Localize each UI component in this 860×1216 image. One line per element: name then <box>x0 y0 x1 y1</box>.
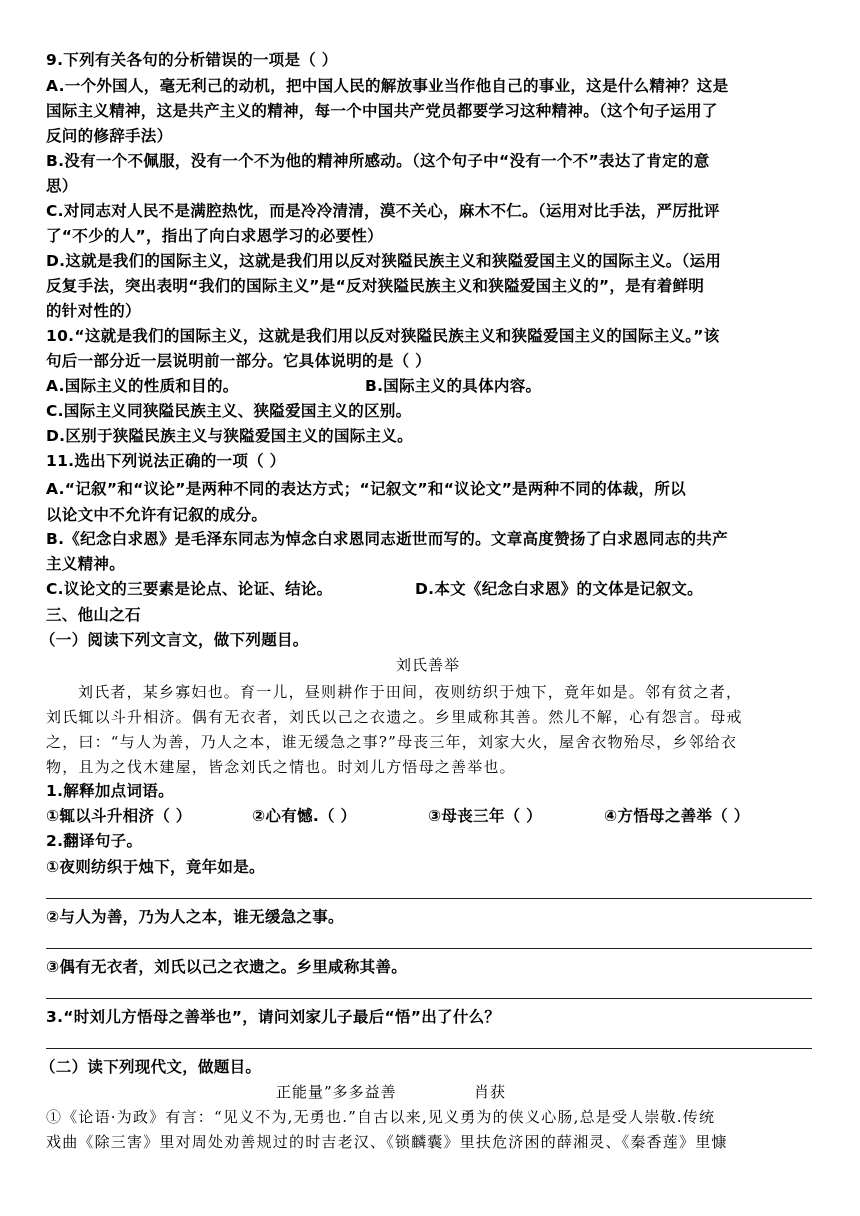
section3-heading: 三、他山之石 <box>46 606 141 624</box>
q9-option-a-line2: 国际主义精神，这是共产主义的精神，每一个中国共产党员都要学习这种精神。（这个句子运用了 <box>46 102 718 120</box>
answer-line <box>46 898 812 899</box>
q9-option-a-line3: 反问的修辞手法） <box>46 127 173 145</box>
s3-q2-sentence-3: ③偶有无衣者，刘氏以己之衣遗之。乡里咸称其善。 <box>46 958 408 976</box>
q11-stem: 11.选出下列说法正确的一项（ ） <box>46 452 286 470</box>
section3-part1-heading: （一）阅读下列文言文，做下列题目。 <box>40 631 309 649</box>
classical-text-line3: 之，曰：“与人为善，乃人之本，谁无缓急之事?”母丧三年，刘家大火，屋舍衣物殆尽，乡邻给衣 <box>46 733 738 751</box>
modern-text-title: 正能量”多多益善 <box>276 1083 397 1101</box>
s3-q1-item: ①辄以斗升相济（ ） <box>46 807 192 825</box>
q10-option-c: C.国际主义同狭隘民族主义、狭隘爱国主义的区别。 <box>46 402 412 420</box>
q9-option-c-line1: C.对同志对人民不是满腔热忱，而是冷冷清清，漠不关心，麻木不仁。（运用对比手法，严厉批评 <box>46 202 720 220</box>
q9-option-c-line2: 了“不少的人”，指出了向白求恩学习的必要性） <box>46 227 383 245</box>
q9-option-d-line1: D.这就是我们的国际主义，这就是我们用以反对狭隘民族主义和狭隘爱国主义的国际主义。（运用 <box>46 252 722 270</box>
section3-part2-heading: （二）读下列现代文，做题目。 <box>40 1058 262 1076</box>
s3-q2-sentence-2: ②与人为善，乃为人之本，谁无缓急之事。 <box>46 908 344 926</box>
q11-option-d: D.本文《纪念白求恩》的文体是记叙文。 <box>415 580 703 598</box>
q10-option-b: B.国际主义的具体内容。 <box>365 377 542 395</box>
classical-text-line4: 物，且为之伐木建屋，皆念刘氏之情也。时刘儿方悟母之善举也。 <box>46 758 516 776</box>
q9-option-d-line3: 的针对性的） <box>46 302 141 320</box>
s3-q1-item: ③母丧三年（ ） <box>428 807 542 825</box>
q10-option-d: D.区别于狭隘民族主义与狭隘爱国主义的国际主义。 <box>46 427 413 445</box>
q9-option-d-line2: 反复手法，突出表明“我们的国际主义”是“反对狭隘民族主义和狭隘爱国主义的”，是有着鲜明 <box>46 277 705 295</box>
classical-text-line2: 刘氏辄以斗升相济。偶有无衣者，刘氏以己之衣遗之。乡里咸称其善。然儿不解，心有怨言。母戒 <box>46 708 743 726</box>
s3-q3: 3.“时刘儿方悟母之善举也”，请问刘家儿子最后“悟”出了什么？ <box>46 1008 501 1026</box>
q11-option-a-line2: 以论文中不允许有记叙的成分。 <box>46 506 268 524</box>
modern-text-line1: ①《论语·为政》有言：“见义不为,无勇也.”自古以来,见义勇为的侠义心肠,总是受人崇敬.传统 <box>46 1108 716 1126</box>
q11-option-a-line1: A.“记叙”和“议论”是两种不同的表达方式；“记叙文”和“议论文”是两种不同的体裁，所以 <box>46 480 686 498</box>
q9-option-a-line1: A.一个外国人，毫无利己的动机，把中国人民的解放事业当作他自己的事业，这是什么精神？这是 <box>46 77 729 95</box>
q11-option-b-line1: B.《纪念白求恩》是毛泽东同志为悼念白求恩同志逝世而写的。文章高度赞扬了白求恩同志的共产 <box>46 530 728 548</box>
answer-line <box>46 1048 812 1049</box>
q10-option-a: A.国际主义的性质和目的。 <box>46 377 239 395</box>
q11-option-b-line2: 主义精神。 <box>46 555 126 573</box>
modern-text-line2: 戏曲《除三害》里对周处劝善规过的时吉老汉、《锁麟囊》里扶危济困的薛湘灵、《秦香莲》里慷 <box>46 1133 728 1151</box>
s3-q2-sentence-1: ①夜则纺织于烛下，竟年如是。 <box>46 858 265 876</box>
answer-line <box>46 948 812 949</box>
modern-text-author: 肖获 <box>474 1083 507 1101</box>
q9-option-b-line1: B.没有一个不佩服，没有一个不为他的精神所感动。（这个句子中“没有一个不”表达了肯定的意 <box>46 152 710 170</box>
q9-stem: 9.下列有关各句的分析错误的一项是（ ） <box>46 51 338 69</box>
q11-option-c: C.议论文的三要素是论点、论证、结论。 <box>46 580 333 598</box>
classical-text-line1: 刘氏者，某乡寡妇也。育一儿，昼则耕作于田间，夜则纺织于烛下，竟年如是。邻有贫之者， <box>78 683 743 701</box>
s3-q1-heading: 1.解释加点词语。 <box>46 782 174 800</box>
s3-q2-heading: 2.翻译句子。 <box>46 832 143 850</box>
s3-q1-item: ④方悟母之善举（ ） <box>604 807 750 825</box>
q10-stem-line1: 10.“这就是我们的国际主义，这就是我们用以反对狭隘民族主义和狭隘爱国主义的国际主义。”该 <box>46 327 720 345</box>
s3-q1-item: ②心有憾.（ ） <box>252 807 357 825</box>
q9-option-b-line2: 思） <box>46 177 78 195</box>
q10-stem-line2: 句后一部分近一层说明前一部分。它具体说明的是（ ） <box>46 352 431 370</box>
classical-text-title: 刘氏善举 <box>396 656 461 674</box>
answer-line <box>46 998 812 999</box>
